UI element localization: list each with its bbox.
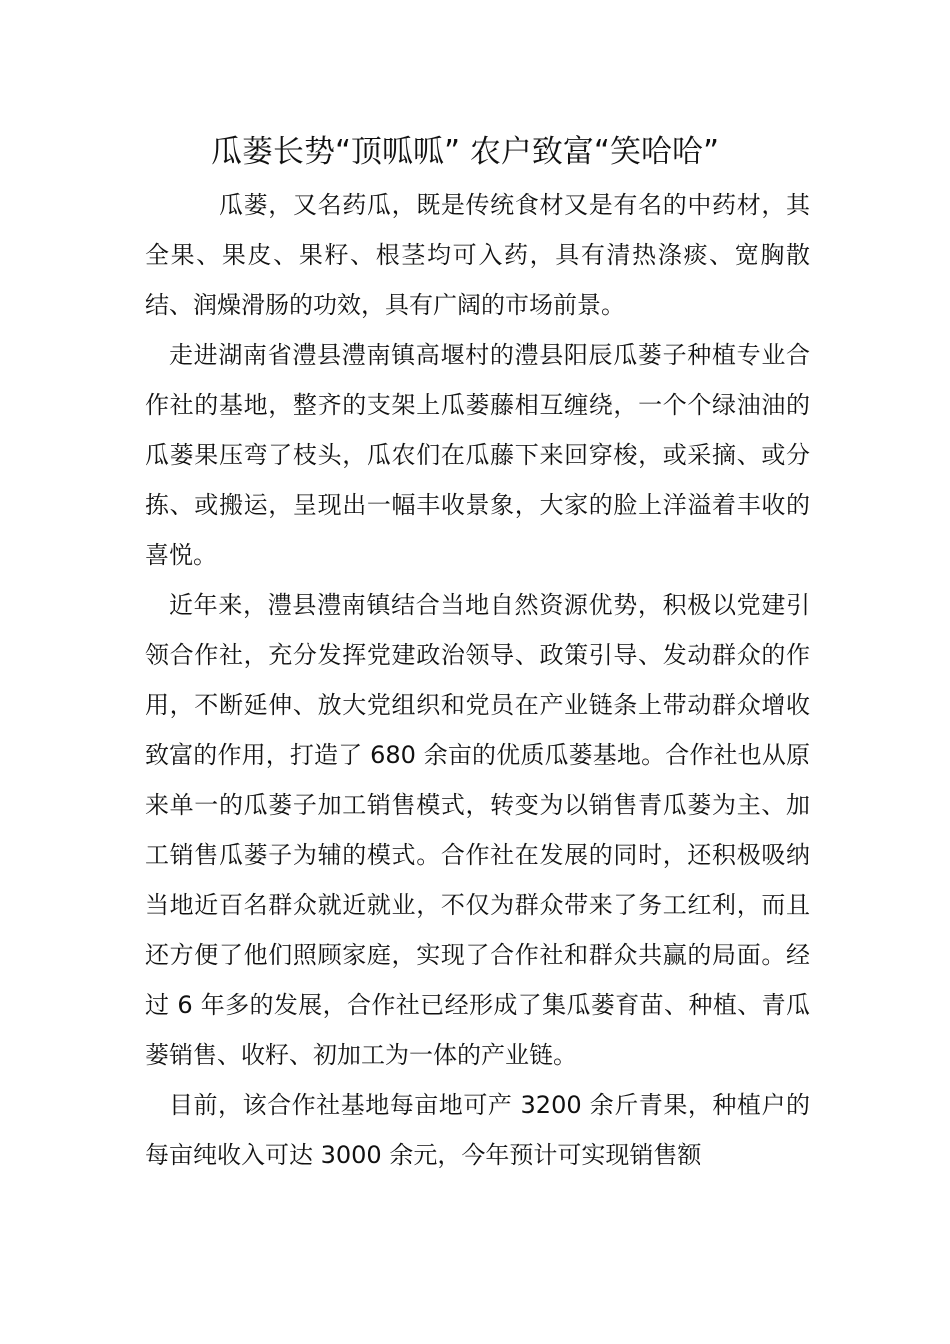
paragraph-intro: 瓜蒌，又名药瓜，既是传统食材又是有名的中药材，其全果、果皮、果籽、根茎均可入药，具有清热涤痰、宽胸散结、润燥滑肠的功效，具有广阔的市场前景。 [145, 191, 810, 319]
document-title: 瓜蒌长势“顶呱呱” 农户致富“笑哈哈” [210, 134, 720, 170]
paragraph-recent-years: 近年来，澧县澧南镇结合当地自然资源优势，积极以党建引领合作社，充分发挥党建政治领导、政策引导、发动群众的作用，不断延伸、放大党组织和党员在产业链条上带动群众增收致富的作用，打造了 680 余亩的优质瓜蒌基地。合作社也从原来单一的瓜蒌子加工销售模式，转变为以销售青瓜蒌为主、加工销售瓜蒌子为辅的模式。合作社在发展的同时，还积极吸纳当地近百名群众就近就业，不仅为群众带来了务工红利，而且还方便了他们照顾家庭，实现了合作社和群众共赢的局面。经过 6 年多的发展，合作社已经形成了集瓜蒌育苗、种植、青瓜蒌销售、收籽、初加工为一体的产业链。 [145, 591, 810, 1069]
paragraph-cooperative-base: 走进湖南省澧县澧南镇高堰村的澧县阳辰瓜蒌子种植专业合作社的基地，整齐的支架上瓜蒌藤相互缠绕，一个个绿油油的瓜蒌果压弯了枝头，瓜农们在瓜藤下来回穿梭，或采摘、或分拣、或搬运，呈现出一幅丰收景象，大家的脸上洋溢着丰收的喜悦。 [145, 341, 810, 569]
paragraph-current-yield: 目前，该合作社基地每亩地可产 3200 余斤青果，种植户的每亩纯收入可达 3000 余元，今年预计可实现销售额 [145, 1091, 810, 1169]
document-body [145, 180, 810, 1180]
